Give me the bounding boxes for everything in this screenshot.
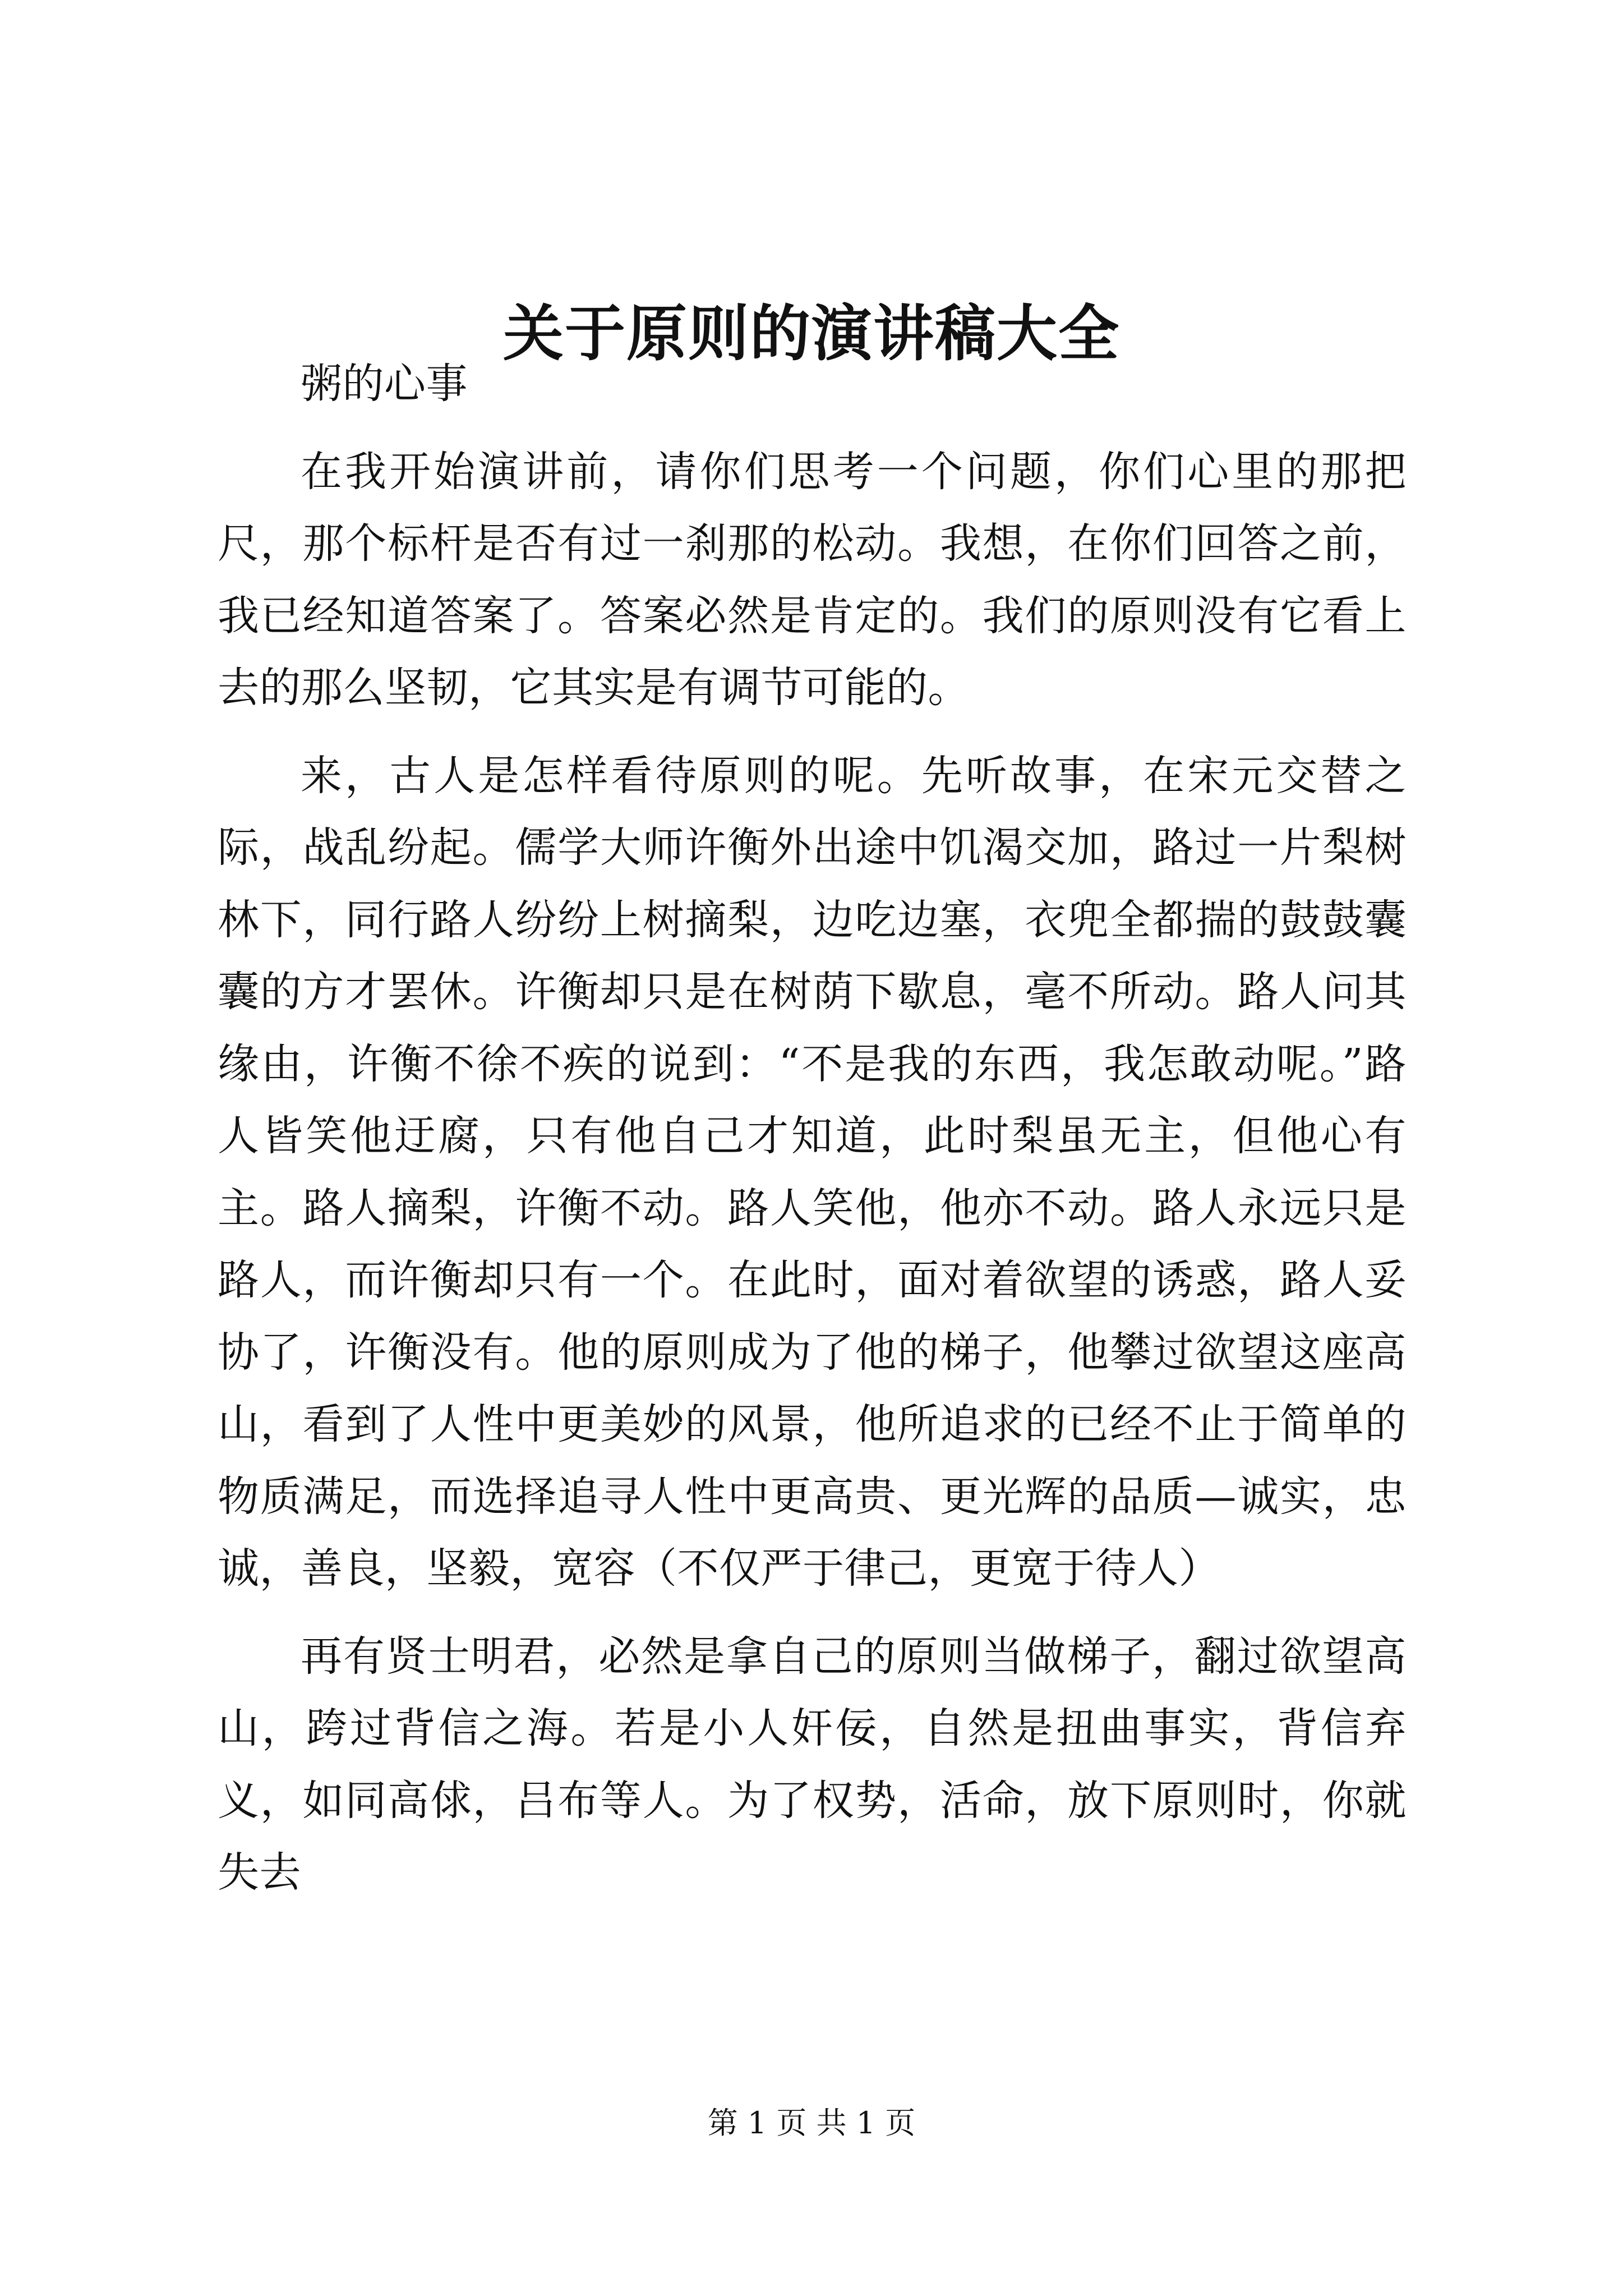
paragraph-1: 在我开始演讲前，请你们思考一个问题，你们心里的那把尺，那个标杆是否有过一刹那的松动。我想，在你们回答之前，我已经知道答案了。答案必然是肯定的。我们的原则没有它看上去的那么坚韧，它其实是有调节可能的。: [218, 447, 1407, 712]
document-body: [218, 348, 1407, 1909]
document-title: 关于原则的演讲稿大全: [502, 298, 1120, 369]
paragraph-3: 再有贤士明君，必然是拿自己的原则当做梯子，翻过欲望高山，跨过背信之海。若是小人奸佞，自然是扭曲事实，背信弃义，如同高俅，吕布等人。为了权势，活命，放下原则时，你就失去: [218, 1632, 1407, 1897]
paragraph-2: 来，古人是怎样看待原则的呢。先听故事，在宋元交替之际，战乱纷起。儒学大师许衡外出途中饥渴交加，路过一片梨树林下，同行路人纷纷上树摘梨，边吃边塞，衣兜全都揣的鼓鼓囊囊的方才罢休。许衡却只是在树荫下歇息，毫不所动。路人问其缘由，许衡不徐不疾的说到：“不是我的东西，我怎敢动呢。”路人皆笑他迂腐，只有他自己才知道，此时梨虽无主，但他心有主。路人摘梨，许衡不动。路人笑他，他亦不动。路人永远只是路人，而许衡却只有一个。在此时，面对着欲望的诱惑，路人妥协了，许衡没有。他的原则成为了他的梯子，他攀过欲望这座高山，看到了人性中更美妙的风景，他所追求的已经不止于简单的物质满足，而选择追寻人性中更高贵、更光辉的品质—诚实，忠诚，善良，坚毅，宽容（不仅严于律己，更宽于待人）: [218, 751, 1407, 1593]
page-footer: 第 1 页 共 1 页: [707, 2105, 916, 2141]
paragraph-subtitle: 粥的心事: [301, 360, 468, 408]
